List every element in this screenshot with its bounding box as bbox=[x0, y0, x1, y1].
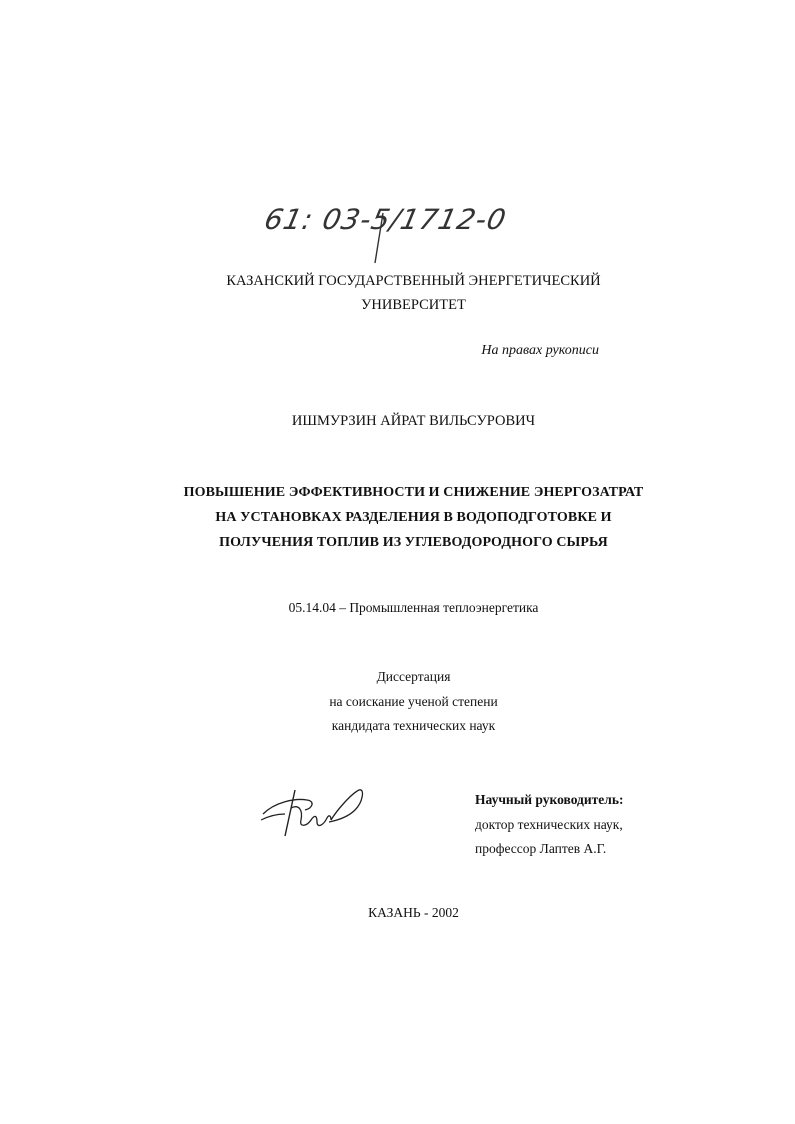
archive-code-text: 61: 03-5/1712-0 bbox=[261, 203, 510, 236]
signature-icon bbox=[255, 780, 370, 840]
supervisor-title: Научный руководитель: bbox=[475, 792, 624, 807]
city-year: КАЗАНЬ - 2002 bbox=[368, 905, 459, 920]
supervisor-name: профессор Лаптев А.Г. bbox=[475, 841, 607, 856]
degree-name: кандидата технических наук bbox=[331, 718, 496, 733]
thesis-title-line-2: НА УСТАНОВКАХ РАЗДЕЛЕНИЯ В ВОДОПОДГОТОВКЕ И bbox=[215, 510, 612, 525]
supervisor-signature bbox=[255, 780, 370, 840]
university-name-line-2: УНИВЕРСИТЕТ bbox=[361, 297, 466, 313]
supervisor-block bbox=[475, 788, 624, 862]
author-name: ИШМУРЗИН АЙРАТ ВИЛЬСУРОВИЧ bbox=[291, 413, 536, 429]
supervisor-degree: доктор технических наук, bbox=[475, 816, 623, 832]
dissertation-label: Диссертация bbox=[376, 669, 451, 684]
thesis-title-line-1: ПОВЫШЕНИЕ ЭФФЕКТИВНОСТИ И СНИЖЕНИЕ ЭНЕРГОЗАТРАТ bbox=[183, 485, 644, 500]
thesis-title-line-3: ПОЛУЧЕНИЯ ТОПЛИВ ИЗ УГЛЕВОДОРОДНОГО СЫРЬЯ bbox=[219, 535, 608, 550]
degree-purpose: на соискание ученой степени bbox=[329, 694, 498, 709]
manuscript-note: На правах рукописи bbox=[481, 343, 599, 358]
archive-code-handwritten bbox=[255, 195, 510, 265]
specialty-code: 05.14.04 – Промышленная теплоэнергетика bbox=[288, 600, 539, 615]
archive-code-slash-stroke bbox=[255, 195, 490, 265]
university-name-line-1: КАЗАНСКИЙ ГОСУДАРСТВЕННЫЙ ЭНЕРГЕТИЧЕСКИЙ bbox=[226, 273, 601, 289]
